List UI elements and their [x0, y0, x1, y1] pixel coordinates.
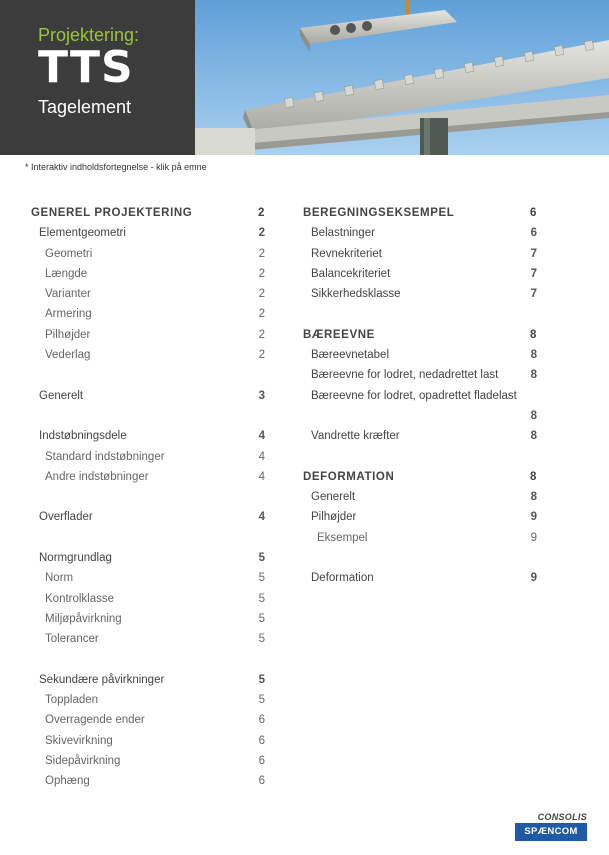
toc-entry[interactable]	[25, 731, 265, 751]
toc-entry-label: Vandrette kræfter	[311, 430, 400, 443]
toc-entry[interactable]	[25, 771, 265, 791]
toc-entry-page: 6	[258, 775, 265, 788]
toc-entry-label: Deformation	[311, 572, 374, 585]
header-product: Tagelement	[38, 97, 132, 117]
toc-entry-label: Pilhøjder	[311, 511, 357, 524]
toc-entry-page: 9	[530, 511, 537, 524]
toc-entry-page: 8	[530, 470, 537, 483]
toc-entry-page: 5	[258, 592, 265, 605]
toc-entry[interactable]	[25, 447, 265, 467]
concrete-elements-image	[195, 0, 609, 155]
toc-entry[interactable]	[25, 690, 265, 710]
toc-entry-label: Toppladen	[45, 694, 99, 707]
toc-entry[interactable]	[25, 325, 265, 345]
toc-entry-label: Eksempel	[317, 531, 368, 544]
toc-entry-label: Generelt	[39, 389, 84, 402]
toc-entry-page: 2	[258, 308, 265, 321]
toc-entry-page: 2	[258, 227, 265, 240]
toc-entry[interactable]	[25, 609, 265, 629]
toc-spacer	[297, 447, 537, 467]
interactive-toc-note: * Interaktiv indholdsfortegnelse - klik på emne	[25, 162, 207, 172]
toc-entry[interactable]	[297, 528, 537, 548]
header-subtitle: Projektering:	[38, 25, 140, 45]
toc-entry-label: Vederlag	[45, 349, 91, 362]
toc-entry-page: 6	[530, 207, 537, 219]
toc-entry[interactable]	[25, 670, 265, 690]
toc-entry-page: 2	[258, 267, 265, 280]
toc-entry-page: 4	[258, 470, 265, 483]
toc-entry-label: BEREGNINGSEKSEMPEL	[303, 207, 455, 219]
toc-entry-page: 6	[258, 714, 265, 727]
toc-entry-page: 8	[530, 328, 537, 341]
toc-entry-page: 3	[258, 389, 265, 402]
toc-entry-label: Normgrundlag	[39, 552, 112, 565]
toc-entry-label: Norm	[45, 572, 74, 585]
toc-entry[interactable]	[297, 345, 537, 365]
toc-entry[interactable]	[25, 304, 265, 324]
toc-entry[interactable]	[297, 568, 537, 588]
toc-entry-page: 5	[258, 694, 265, 707]
header-title: TTS	[38, 42, 134, 93]
toc-entry[interactable]	[25, 345, 265, 365]
toc-entry-page: 8	[530, 349, 537, 362]
toc-entry[interactable]	[297, 203, 537, 223]
toc-entry-page: 5	[258, 552, 265, 565]
toc-entry-page: 8	[530, 409, 537, 422]
toc-entry[interactable]	[25, 589, 265, 609]
toc-entry-page: 8	[530, 491, 537, 504]
toc-entry[interactable]	[297, 365, 537, 385]
toc-entry[interactable]	[25, 264, 265, 284]
toc-entry-label: Pilhøjder	[45, 328, 91, 341]
toc-entry-page: 2	[258, 288, 265, 301]
toc-entry[interactable]	[297, 284, 537, 304]
header-photo	[195, 0, 609, 155]
toc-entry-label: Overflader	[39, 511, 93, 524]
toc-entry[interactable]	[297, 386, 537, 427]
toc-entry[interactable]	[25, 386, 265, 406]
toc-entry[interactable]	[297, 467, 537, 487]
toc-entry[interactable]	[25, 548, 265, 568]
toc-entry-label: Miljøpåvirkning	[45, 612, 122, 625]
toc-spacer	[25, 487, 265, 507]
toc-entry-page: 8	[530, 430, 537, 443]
toc-entry[interactable]	[297, 244, 537, 264]
toc-entry[interactable]	[25, 244, 265, 264]
toc-entry-page: 5	[258, 612, 265, 625]
toc-entry-page: 6	[258, 755, 265, 768]
toc-entry-page: 4	[258, 511, 265, 524]
toc-entry-page: 2	[258, 247, 265, 260]
toc-entry-label: Sekundære påvirkninger	[39, 673, 165, 686]
toc-left-column	[25, 203, 265, 792]
toc-entry-label: Belastninger	[311, 227, 375, 240]
toc-entry[interactable]	[297, 223, 537, 243]
toc-entry[interactable]	[297, 507, 537, 527]
toc-entry-label: Bæreevnetabel	[311, 349, 389, 362]
toc-entry-label: Varianter	[45, 288, 91, 301]
toc-entry[interactable]	[297, 325, 537, 345]
toc-entry-page: 8	[530, 369, 537, 382]
toc-entry-page: 9	[530, 531, 537, 544]
toc-entry-label: GENEREL PROJEKTERING	[31, 207, 193, 219]
toc-entry[interactable]	[25, 568, 265, 588]
toc-entry[interactable]	[25, 426, 265, 446]
toc-entry-label: Skivevirkning	[45, 734, 113, 747]
toc-entry-label: Overragende ender	[45, 714, 145, 727]
toc-spacer	[297, 548, 537, 568]
toc-entry-label: Bæreevne for lodret, opadrettet fladelast	[311, 389, 517, 402]
toc-entry-label: DEFORMATION	[303, 470, 395, 483]
toc-entry-label: Balancekriteriet	[311, 267, 391, 280]
toc-entry-page: 7	[530, 247, 537, 260]
toc-entry-label: Standard indstøbninger	[45, 450, 165, 463]
toc-spacer	[25, 650, 265, 670]
toc-entry-label: Indstøbningsdele	[39, 430, 127, 443]
toc-entry-page: 7	[530, 288, 537, 301]
toc-entry-label: Andre indstøbninger	[45, 470, 149, 483]
toc-entry-page: 2	[258, 328, 265, 341]
toc-entry[interactable]	[25, 467, 265, 487]
toc-entry-page: 2	[258, 349, 265, 362]
toc-entry-page: 4	[258, 450, 265, 463]
toc-entry-label: Ophæng	[45, 775, 90, 788]
toc-entry-page: 4	[258, 430, 265, 443]
toc-entry-page: 6	[258, 734, 265, 747]
toc-entry-page: 2	[258, 207, 265, 219]
title-block	[0, 0, 195, 155]
toc-right-column	[297, 203, 537, 589]
toc-entry-label: Kontrolklasse	[45, 592, 115, 605]
toc-spacer	[297, 304, 537, 324]
toc-spacer	[25, 365, 265, 385]
toc-entry[interactable]	[297, 487, 537, 507]
toc-spacer	[25, 528, 265, 548]
toc-entry-label: Elementgeometri	[39, 227, 126, 240]
toc-entry[interactable]	[25, 629, 265, 649]
toc-entry[interactable]	[25, 203, 265, 223]
toc-entry-page: 6	[530, 227, 537, 240]
logo-bottom-text: SPÆNCOM	[515, 823, 587, 841]
toc-entry-label: Sikkerhedsklasse	[311, 288, 401, 301]
toc-entry[interactable]	[25, 710, 265, 730]
toc-entry[interactable]	[297, 264, 537, 284]
toc-entry-page: 7	[530, 267, 537, 280]
header	[0, 0, 609, 155]
toc-entry-label: Geometri	[45, 247, 93, 260]
toc-entry[interactable]	[25, 284, 265, 304]
toc-entry-label: Sidepåvirkning	[45, 755, 121, 768]
consolis-spaencom-logo	[515, 812, 587, 842]
toc-entry-page: 5	[258, 572, 265, 585]
toc-spacer	[25, 406, 265, 426]
toc-entry-label: Bæreevne for lodret, nedadrettet last	[311, 369, 499, 382]
toc-entry[interactable]	[25, 223, 265, 243]
logo-top-text: CONSOLIS	[537, 812, 587, 822]
toc-entry-label: Længde	[45, 267, 88, 280]
toc-entry-label: Armering	[45, 308, 92, 321]
toc-entry-label: Generelt	[311, 491, 356, 504]
toc-entry-label: Tolerancer	[45, 633, 99, 646]
toc-entry[interactable]	[25, 507, 265, 527]
toc-entry-page: 5	[258, 673, 265, 686]
toc-entry[interactable]	[25, 751, 265, 771]
toc-entry[interactable]	[297, 426, 537, 446]
toc-entry-label: Revnekriteriet	[311, 247, 382, 260]
toc-entry-label: BÆREEVNE	[303, 328, 375, 341]
toc-entry-page: 9	[530, 572, 537, 585]
toc-entry-page: 5	[258, 633, 265, 646]
